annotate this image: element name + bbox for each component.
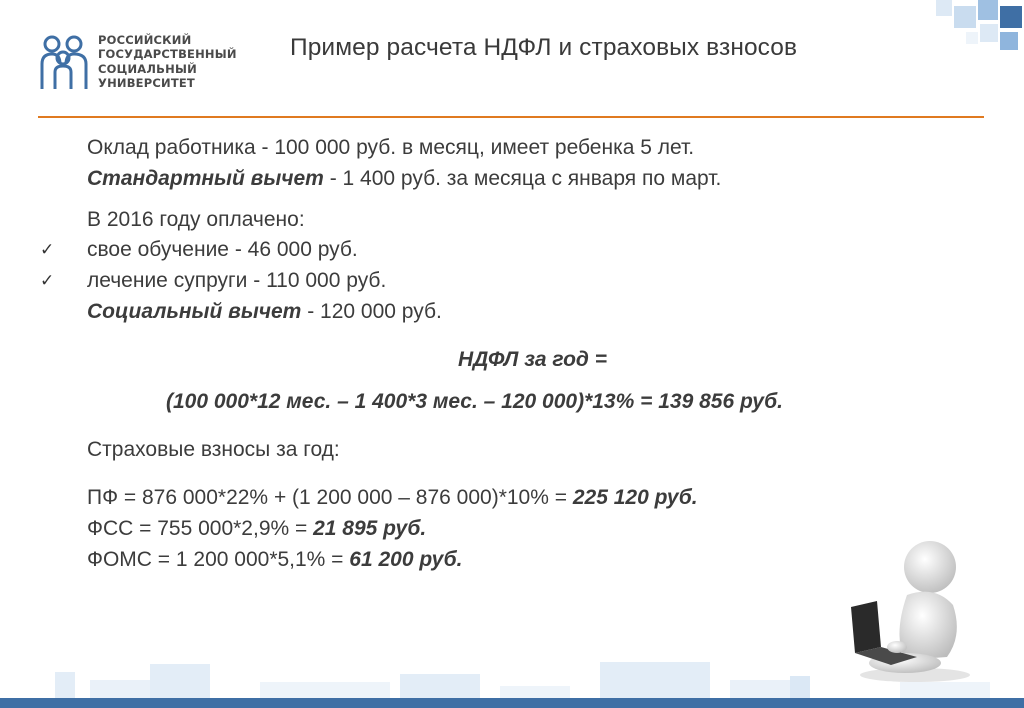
paid-item: лечение супруги - 110 000 руб. — [87, 269, 387, 292]
university-name — [98, 33, 237, 90]
fss-formula: ФСС = 755 000*2,9% = — [87, 517, 314, 540]
logo-line: ГОСУДАРСТВЕННЫЙ — [98, 47, 237, 62]
paid-item: свое обучение - 46 000 руб. — [87, 238, 358, 261]
pf-result: 225 120 руб. — [572, 486, 698, 509]
standard-deduction-line — [87, 167, 721, 191]
ndfl-formula: (100 000*12 мес. – 1 400*3 мес. – 120 000)*13% = 139 856 руб. — [166, 390, 784, 413]
ndfl-heading: НДФЛ за год = — [458, 348, 608, 371]
standard-deduction-text: - 1 400 руб. за месяца с января по март. — [323, 167, 722, 190]
foms-line — [87, 548, 462, 572]
standard-deduction-label: Стандартный вычет — [87, 167, 324, 190]
university-logo-icon — [38, 34, 90, 90]
title-divider — [38, 116, 984, 118]
check-icon: ✓ — [40, 240, 55, 260]
fss-line — [87, 517, 426, 541]
logo-line: РОССИЙСКИЙ — [98, 33, 192, 47]
foms-formula: ФОМС = 1 200 000*5,1% = — [87, 548, 350, 571]
fss-result: 21 895 руб. — [313, 517, 427, 540]
check-icon: ✓ — [40, 271, 55, 291]
pf-formula: ПФ = 876 000*22% + (1 200 000 – 876 000)*10% = — [87, 486, 573, 509]
social-deduction-text: - 120 000 руб. — [301, 300, 442, 323]
logo-line: УНИВЕРСИТЕТ — [98, 75, 195, 90]
salary-line: Оклад работника - 100 000 руб. в месяц, имеет ребенка 5 лет. — [87, 136, 695, 159]
foms-result: 61 200 руб. — [349, 548, 463, 571]
paid-intro: В 2016 году оплачено: — [87, 208, 305, 231]
bottom-decoration — [0, 650, 1024, 698]
social-deduction-line — [87, 300, 442, 324]
pf-line — [87, 486, 698, 510]
logo-line: СОЦИАЛЬНЫЙ — [98, 61, 197, 76]
slide-title: Пример расчета НДФЛ и страховых взносов — [290, 34, 798, 61]
corner-decoration — [930, 0, 1024, 60]
social-deduction-label: Социальный вычет — [87, 300, 302, 323]
insurance-heading: Страховые взносы за год: — [87, 438, 340, 461]
footer-bar — [0, 698, 1024, 708]
